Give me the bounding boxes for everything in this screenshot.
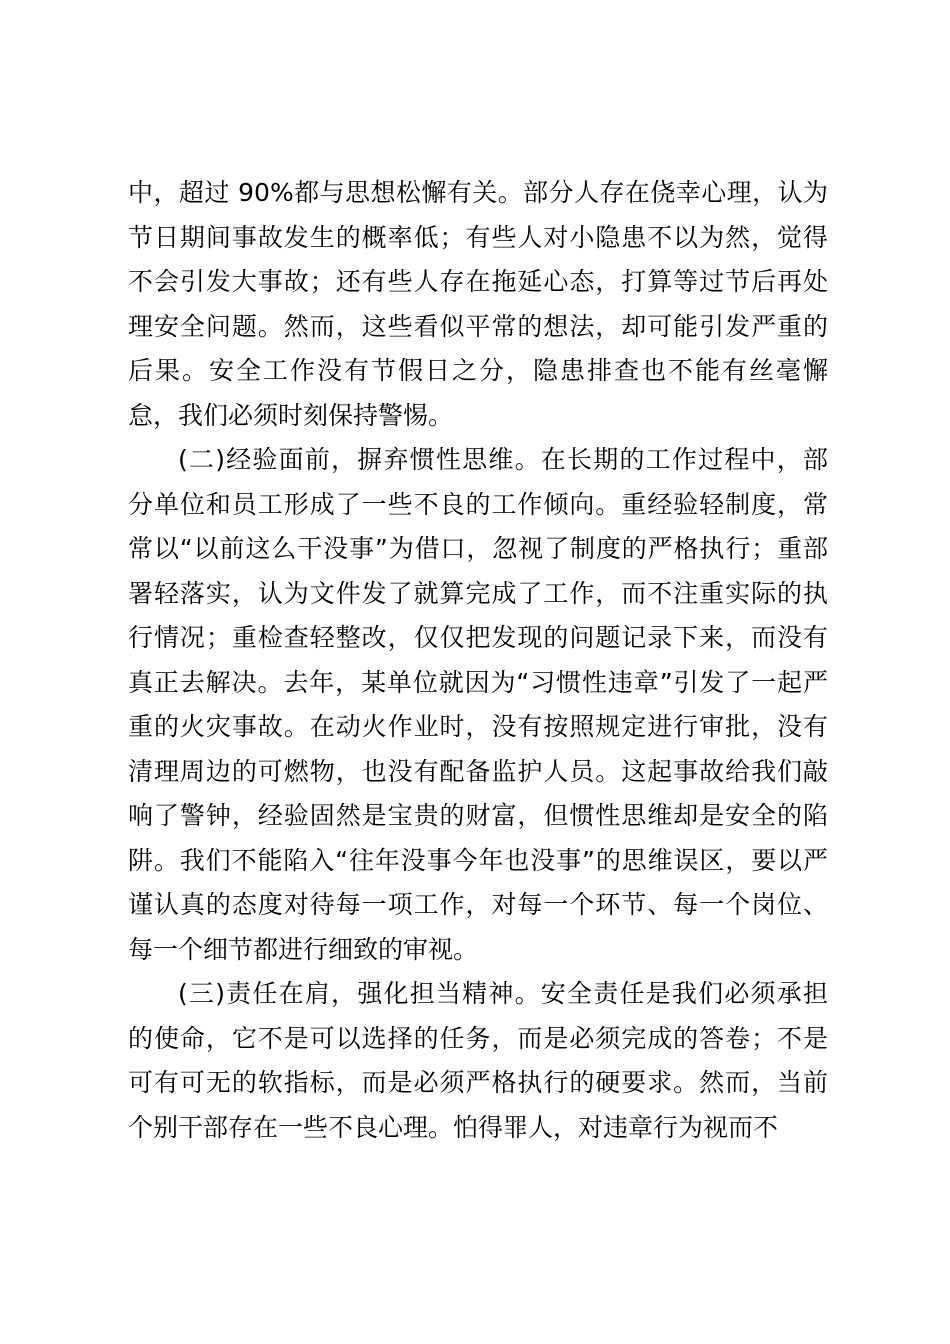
paragraph-2-line: 每一个细节都进行细致的审视。 (128, 934, 479, 964)
paragraph-1-line: 后果。安全工作没有节假日之分，隐患排查也不能有丝毫懈 (128, 356, 828, 385)
paragraph-2-line: 行情况；重检查轻整改，仅仅把发现的问题记录下来，而没有 (128, 623, 828, 652)
paragraph-3-line: 可有可无的软指标，而是必须严格执行的硬要求。然而，当前 (128, 1068, 828, 1097)
paragraph-2-line: 谨认真的态度对待每一项工作，对每一个环节、每一个岗位、 (128, 890, 828, 919)
paragraph-2-line: 阱。我们不能陷入“往年没事今年也没事”的思维误区，要以严 (128, 845, 828, 875)
paragraph-2-line: 真正去解决。去年，某单位就因为“习惯性违章”引发了一起严 (128, 667, 828, 697)
paragraph-2-heading-line: (二)经验面前，摒弃惯性思维。在长期的工作过程中，部 (178, 445, 828, 474)
paragraph-2-line: 署轻落实，认为文件发了就算完成了工作，而不注重实际的执 (128, 578, 828, 608)
paragraph-2-line: 清理周边的可燃物，也没有配备监护人员。这起事故给我们敲 (128, 756, 828, 786)
paragraph-3-line: 个别干部存在一些不良心理。怕得罪人，对违章行为视而不 (128, 1112, 779, 1142)
paragraph-3-line: 的使命，它不是可以选择的任务，而是必须完成的答卷；不是 (128, 1023, 828, 1053)
paragraph-1-line: 怠，我们必须时刻保持警惕。 (128, 400, 454, 430)
paragraph-2-line: 常以“以前这么干没事”为借口，忽视了制度的严格执行；重部 (128, 534, 828, 563)
paragraph-2-line: 重的火灾事故。在动火作业时，没有按照规定进行审批，没有 (128, 712, 828, 741)
paragraph-2-line: 响了警钟，经验固然是宝贵的财富，但惯性思维却是安全的陷 (128, 801, 828, 830)
paragraph-1-line: 节日期间事故发生的概率低；有些人对小隐患不以为然，觉得 (128, 222, 828, 252)
paragraph-2-line: 分单位和员工形成了一些不良的工作倾向。重经验轻制度，常 (128, 489, 828, 519)
body-text (128, 171, 828, 1150)
paragraph-1-line: 不会引发大事故；还有些人存在拖延心态，打算等过节后再处 (128, 267, 828, 296)
paragraph-1-line: 中，超过 90%都与思想松懈有关。部分人存在侥幸心理，认为 (128, 178, 828, 207)
paragraph-1-line: 理安全问题。然而，这些看似平常的想法，却可能引发严重的 (128, 311, 828, 341)
paragraph-3-heading-line: (三)责任在肩，强化担当精神。安全责任是我们必须承担 (178, 979, 828, 1008)
